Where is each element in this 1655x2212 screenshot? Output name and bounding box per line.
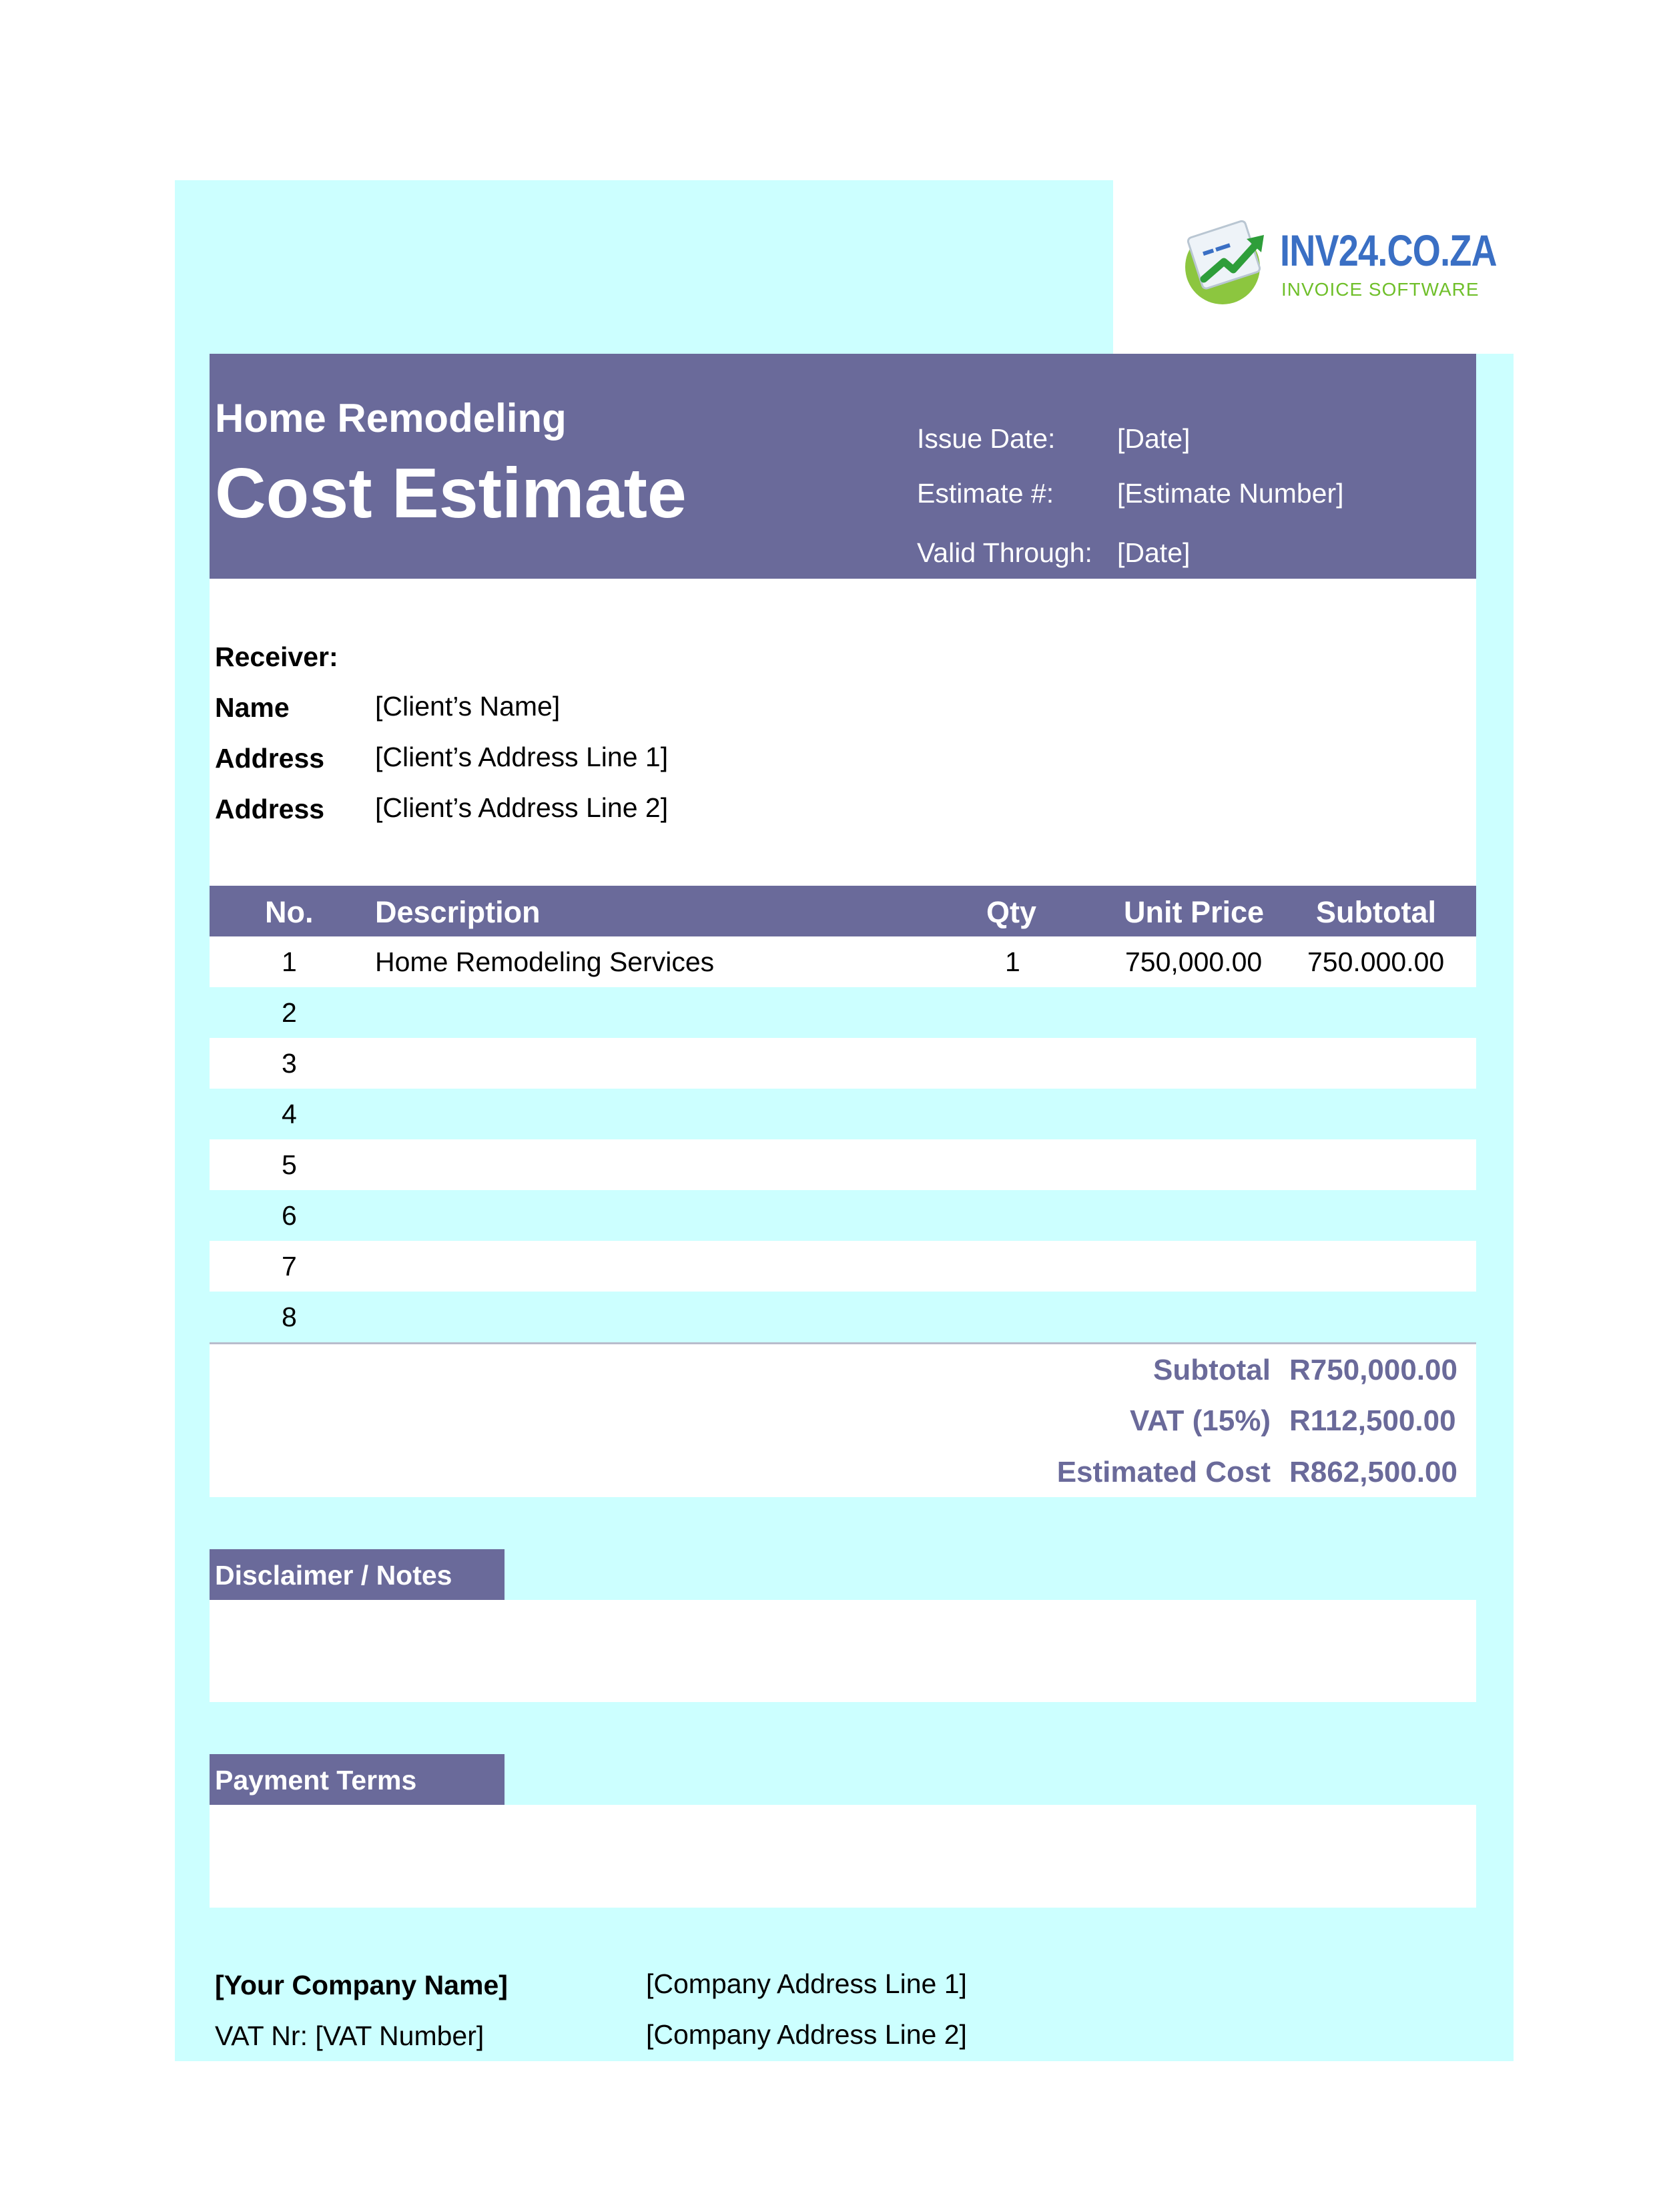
notes-title: Disclaimer / Notes bbox=[215, 1560, 452, 1591]
document-title: Cost Estimate bbox=[215, 454, 687, 533]
table-row bbox=[210, 1089, 1476, 1139]
column-header-no: No. bbox=[265, 895, 314, 929]
vat-value: R112,500.00 bbox=[1289, 1404, 1456, 1437]
receiver-heading: Receiver: bbox=[215, 641, 338, 672]
logo-icon bbox=[1181, 215, 1275, 308]
footer-address-line-2: [Company Address Line 2] bbox=[646, 2019, 967, 2050]
totals-section bbox=[210, 1342, 1476, 1497]
issue-date-label: Issue Date: bbox=[917, 423, 1056, 454]
table-row bbox=[210, 1292, 1476, 1342]
row-number: 6 bbox=[282, 1200, 297, 1231]
estimate-number-value: [Estimate Number] bbox=[1117, 478, 1344, 509]
issue-date-value: [Date] bbox=[1117, 423, 1191, 454]
document-subtitle: Home Remodeling bbox=[215, 396, 567, 441]
subtotal-value: R750,000.00 bbox=[1289, 1354, 1457, 1386]
row-number: 7 bbox=[282, 1251, 297, 1282]
row-qty: 1 bbox=[1005, 946, 1020, 977]
column-header-description: Description bbox=[375, 895, 541, 929]
row-number: 2 bbox=[282, 997, 297, 1028]
footer-vat-number: VAT Nr: [VAT Number] bbox=[215, 2020, 484, 2051]
table-row bbox=[210, 987, 1476, 1038]
row-number: 1 bbox=[282, 946, 297, 977]
receiver-address-1-value: [Client’s Address Line 1] bbox=[375, 742, 669, 772]
vat-label: VAT (15%) bbox=[1129, 1404, 1271, 1437]
receiver-address-2-value: [Client’s Address Line 2] bbox=[375, 792, 669, 823]
receiver-name-value: [Client’s Name] bbox=[375, 691, 561, 722]
row-subtotal: 750.000.00 bbox=[1307, 946, 1445, 977]
logo-brand-text: INV24.CO.ZA bbox=[1280, 226, 1497, 275]
notes-box[interactable] bbox=[210, 1600, 1476, 1702]
subtotal-label: Subtotal bbox=[1153, 1354, 1271, 1386]
footer-company-name: [Your Company Name] bbox=[215, 1970, 508, 2000]
payment-terms-box[interactable] bbox=[210, 1805, 1476, 1908]
row-number: 3 bbox=[282, 1048, 297, 1079]
row-unit-price: 750,000.00 bbox=[1125, 946, 1263, 977]
estimate-number-label: Estimate #: bbox=[917, 478, 1054, 509]
payment-terms-title: Payment Terms bbox=[215, 1765, 417, 1795]
receiver-section bbox=[210, 579, 1476, 886]
column-header-subtotal: Subtotal bbox=[1316, 895, 1436, 929]
valid-through-value: [Date] bbox=[1117, 537, 1191, 568]
receiver-address-1-label: Address bbox=[215, 743, 325, 774]
receiver-name-label: Name bbox=[215, 692, 290, 723]
top-left-band bbox=[175, 180, 1113, 354]
company-logo bbox=[1181, 215, 1497, 308]
logo-tagline-text: INVOICE SOFTWARE bbox=[1281, 279, 1479, 300]
estimated-cost-value: R862,500.00 bbox=[1289, 1456, 1457, 1488]
table-row bbox=[210, 1139, 1476, 1190]
valid-through-label: Valid Through: bbox=[917, 537, 1092, 568]
footer-address-line-1: [Company Address Line 1] bbox=[646, 1968, 967, 1999]
row-number: 8 bbox=[282, 1302, 297, 1332]
column-header-unit-price: Unit Price bbox=[1124, 895, 1265, 929]
receiver-address-2-label: Address bbox=[215, 794, 325, 824]
column-header-qty: Qty bbox=[986, 895, 1037, 929]
row-number: 4 bbox=[282, 1099, 297, 1129]
row-number: 5 bbox=[282, 1149, 297, 1180]
table-row bbox=[210, 1241, 1476, 1292]
table-row bbox=[210, 1038, 1476, 1089]
row-description: Home Remodeling Services bbox=[375, 946, 715, 977]
table-row bbox=[210, 1190, 1476, 1241]
estimated-cost-label: Estimated Cost bbox=[1056, 1456, 1271, 1488]
